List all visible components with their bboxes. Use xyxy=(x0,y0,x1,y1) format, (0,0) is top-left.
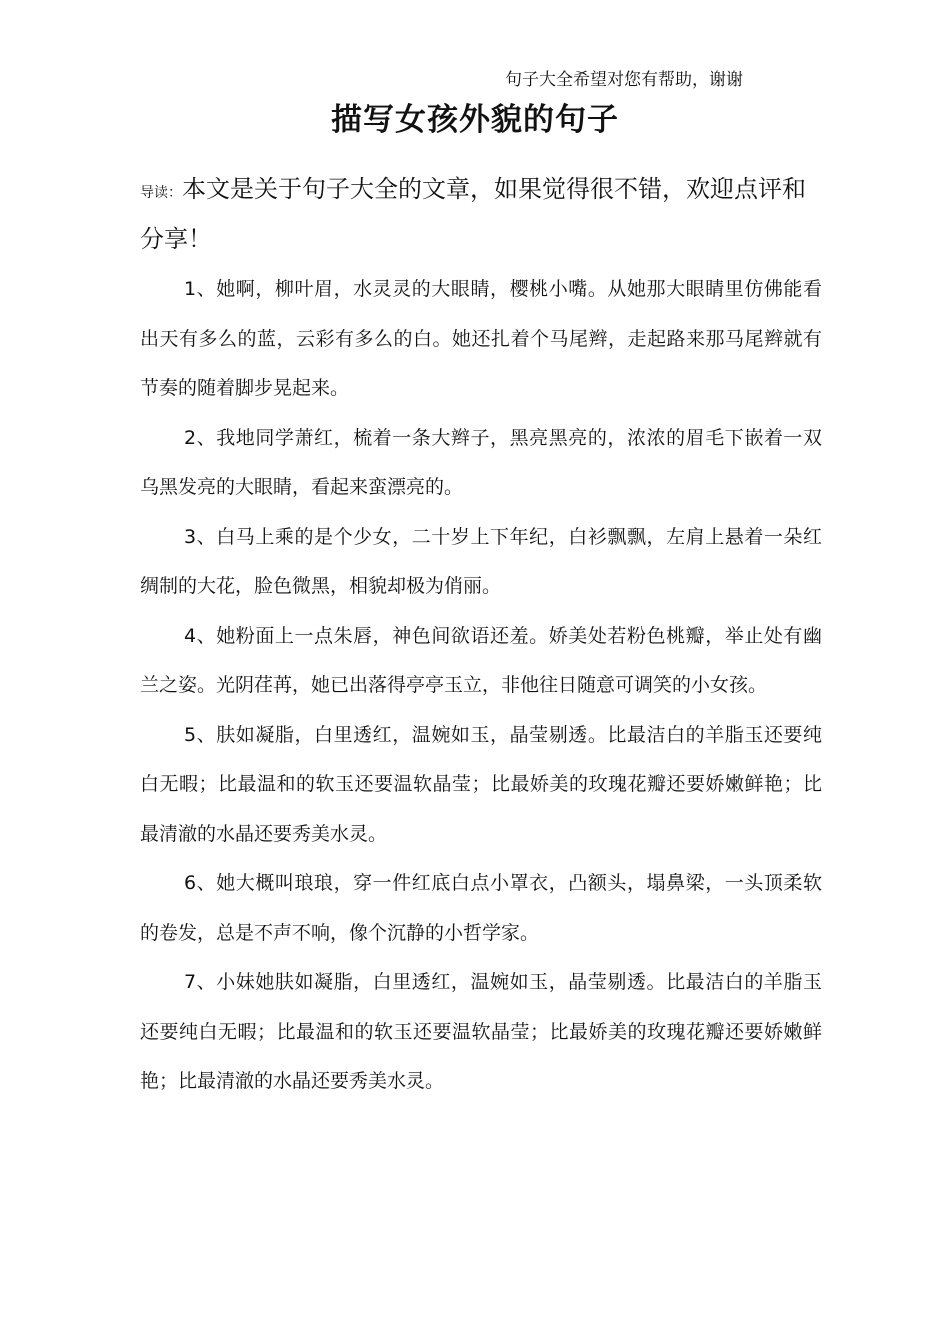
paragraph-2: 2、我地同学萧红，梳着一条大辫子，黑亮黑亮的，浓浓的眉毛下嵌着一双乌黑发亮的大眼睛，看起来蛮漂亮的。 xyxy=(140,426,822,498)
intro-label: 导读： xyxy=(140,185,182,201)
paragraph-4: 4、她粉面上一点朱唇，神色间欲语还羞。娇美处若粉色桃瓣，举止处有幽兰之姿。光阴荏苒，她已出落得亭亭玉立，非他往日随意可调笑的小女孩。 xyxy=(140,624,822,696)
page-title: 描写女孩外貌的句子 xyxy=(331,102,619,138)
paragraph-3: 3、白马上乘的是个少女，二十岁上下年纪，白衫飘飘，左肩上悬着一朵红绸制的大花，脸色微黑，相貌却极为俏丽。 xyxy=(140,525,822,597)
intro-text: 本文是关于句子大全的文章，如果觉得很不错，欢迎点评和分享！ xyxy=(140,175,806,253)
body-content xyxy=(140,265,822,1107)
paragraph-5: 5、肤如凝脂，白里透红，温婉如玉，晶莹剔透。比最洁白的羊脂玉还要纯白无暇；比最温和的软玉还要温软晶莹；比最娇美的玫瑰花瓣还要娇嫩鲜艳；比最清澈的水晶还要秀美水灵。 xyxy=(140,723,822,845)
paragraph-1: 1、她啊，柳叶眉，水灵灵的大眼睛，樱桃小嘴。从她那大眼睛里仿佛能看出天有多么的蓝，云彩有多么的白。她还扎着个马尾辫，走起路来那马尾辫就有节奏的随着脚步晃起来。 xyxy=(140,278,822,399)
paragraph-7: 7、小妹她肤如凝脂，白里透红，温婉如玉，晶莹剔透。比最洁白的羊脂玉还要纯白无暇；比最温和的软玉还要温软晶莹；比最娇美的玫瑰花瓣还要娇嫩鲜艳；比最清澈的水晶还要秀美水灵。 xyxy=(140,971,822,1092)
intro-section xyxy=(140,166,820,262)
header-note: 句子大全希望对您有帮助，谢谢 xyxy=(505,70,743,90)
paragraph-6: 6、她大概叫琅琅，穿一件红底白点小罩衣，凸额头，塌鼻梁，一头顶柔软的卷发，总是不声不响，像个沉静的小哲学家。 xyxy=(140,872,822,944)
